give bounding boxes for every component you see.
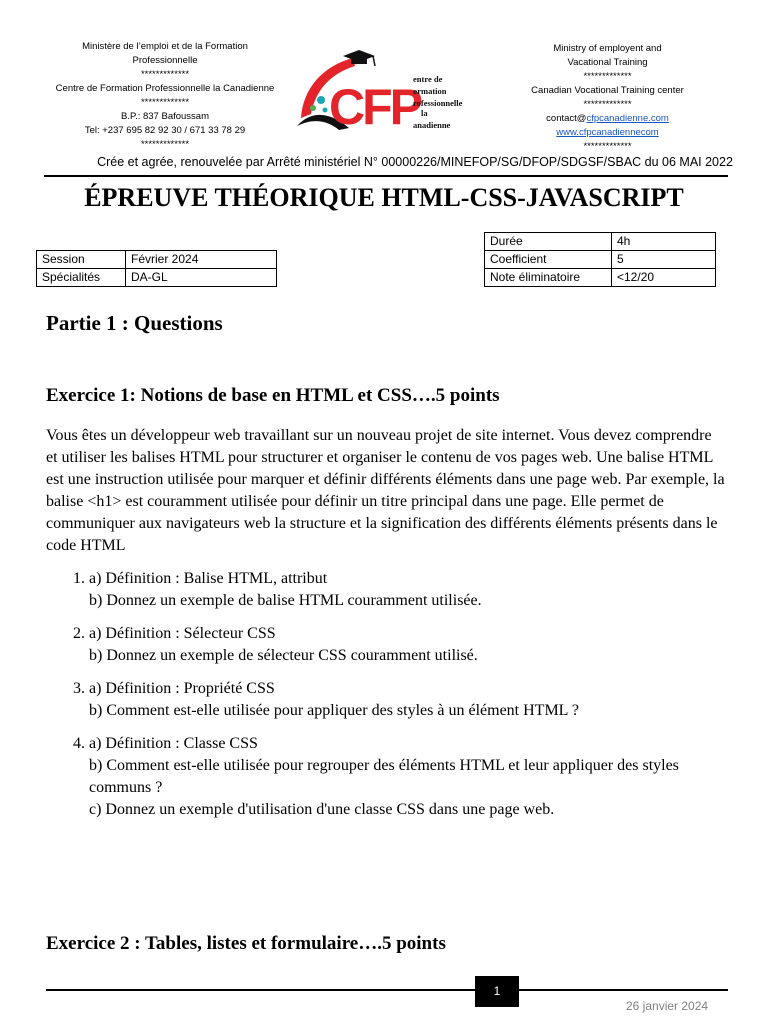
page-number: 1 xyxy=(475,976,519,1007)
ministry-fr-line2: Professionnelle xyxy=(132,55,198,66)
question-line: 3. a) Définition : Propriété CSS xyxy=(89,680,275,697)
footer-divider xyxy=(46,989,728,991)
question-line: b) Comment est-elle utilisée pour appliquer des styles à un élément HTML ? xyxy=(89,702,579,719)
question-line: 2. a) Définition : Sélecteur CSS xyxy=(89,625,276,642)
exercise-1-title: Exercice 1: Notions de base en HTML et CSS….5 points xyxy=(46,385,500,406)
footer-date: 26 janvier 2024 xyxy=(626,999,709,1013)
contact-prefix: contact@ xyxy=(546,113,587,124)
coefficient-value: 5 xyxy=(612,251,716,269)
contact-email-link[interactable]: cfpcanadienne.com xyxy=(586,113,669,124)
list-item xyxy=(89,733,726,821)
ministry-en-line1: Ministry of employent and xyxy=(553,43,662,54)
question-line: b) Donnez un exemple de sélecteur CSS couramment utilisé. xyxy=(89,647,478,664)
elimination-grade-value: <12/20 xyxy=(612,269,716,287)
cfp-logo xyxy=(293,48,493,134)
logo-dot-teal-small xyxy=(323,108,328,113)
table-row xyxy=(485,269,716,287)
logo-dot-green xyxy=(310,105,316,111)
question-line: b) Comment est-elle utilisée pour regrouper des éléments HTML et leur appliquer des styles communs ? xyxy=(89,757,679,796)
ministry-fr-line1: Ministère de l’emploi et de la Formation xyxy=(82,41,248,52)
logo-letters: CFP xyxy=(329,79,420,134)
logo-side-text-5: anadienne xyxy=(413,120,451,130)
coefficient-label: Coefficient xyxy=(485,251,612,269)
logo-side-text-2: ormation xyxy=(413,86,447,96)
exercise-1-intro: Vous êtes un développeur web travaillant sur un nouveau projet de site internet. Vous devez comprendre et utiliser les balises HTML pour structurer et organiser le contenu de vos pages web. Une balise HTML est une instruction utilisée pour marquer et définir différents éléments dans une page web. Par exemple, la balise <h1> est couramment utilisée pour définir un titre principal dans une page. Elle permet de communiquer aux navigateurs web la structure et la signification des différents éléments présents dans le code HTML xyxy=(46,427,725,554)
logo-dot-teal xyxy=(317,96,325,104)
center-name-en: Canadian Vocational Training center xyxy=(531,85,684,96)
question-line: 4. a) Définition : Classe CSS xyxy=(89,735,258,752)
header-left-block xyxy=(40,40,290,152)
contact-email xyxy=(500,112,715,126)
logo-side-text-4: la xyxy=(421,108,428,118)
session-label: Session xyxy=(37,251,126,269)
exercise-2-title: Exercice 2 : Tables, listes et formulaire….5 points xyxy=(46,933,446,954)
separator-stars: ************* xyxy=(140,69,190,80)
separator-stars: ************* xyxy=(140,139,190,150)
list-item xyxy=(89,678,726,722)
table-row xyxy=(37,251,277,269)
question-line: b) Donnez un exemple de balise HTML couramment utilisée. xyxy=(89,592,482,609)
logo-side-text-3: rofessionnelle xyxy=(413,98,463,108)
separator-stars: ************* xyxy=(583,141,632,152)
logo-side-text-1: entre de xyxy=(413,74,443,84)
list-item xyxy=(89,568,726,612)
speciality-label: Spécialités xyxy=(37,269,126,287)
exam-title: ÉPREUVE THÉORIQUE HTML-CSS-JAVASCRIPT xyxy=(84,183,684,212)
header-divider xyxy=(44,175,728,177)
question-list xyxy=(46,568,726,832)
exam-info-table xyxy=(484,232,716,287)
duration-label: Durée xyxy=(485,233,612,251)
elimination-grade-label: Note éliminatoire xyxy=(485,269,612,287)
separator-stars: ************* xyxy=(583,71,632,82)
duration-value: 4h xyxy=(612,233,716,251)
postal-box: B.P.: 837 Bafoussam xyxy=(120,111,210,122)
table-row xyxy=(485,233,716,251)
center-name-fr: Centre de Formation Professionnelle la Canadienne xyxy=(55,83,275,94)
separator-stars: ************* xyxy=(140,97,190,108)
website-link[interactable]: www.cfpcanadiennecom xyxy=(556,127,659,138)
part-title: Partie 1 : Questions xyxy=(46,311,223,335)
header-right-block xyxy=(500,42,715,154)
table-row xyxy=(37,269,277,287)
question-line: c) Donnez un exemple d'utilisation d'une classe CSS dans une page web. xyxy=(89,801,555,818)
phone-numbers: Tel: +237 695 82 92 30 / 671 33 78 29 xyxy=(84,125,246,136)
session-value: Février 2024 xyxy=(126,251,277,269)
session-table xyxy=(36,250,277,287)
table-row xyxy=(485,251,716,269)
speciality-value: DA-GL xyxy=(126,269,277,287)
list-item xyxy=(89,623,726,667)
question-line: 1. a) Définition : Balise HTML, attribut xyxy=(89,570,328,587)
ministry-en-line2: Vacational Training xyxy=(567,57,648,68)
decree-line: Crée et agrée, renouvelée par Arrêté ministériel N° 00000226/MINEFOP/SG/DFOP/SDGSF/SBAC du 06 MAI 2022 xyxy=(97,155,733,169)
separator-stars: ************* xyxy=(583,99,632,110)
